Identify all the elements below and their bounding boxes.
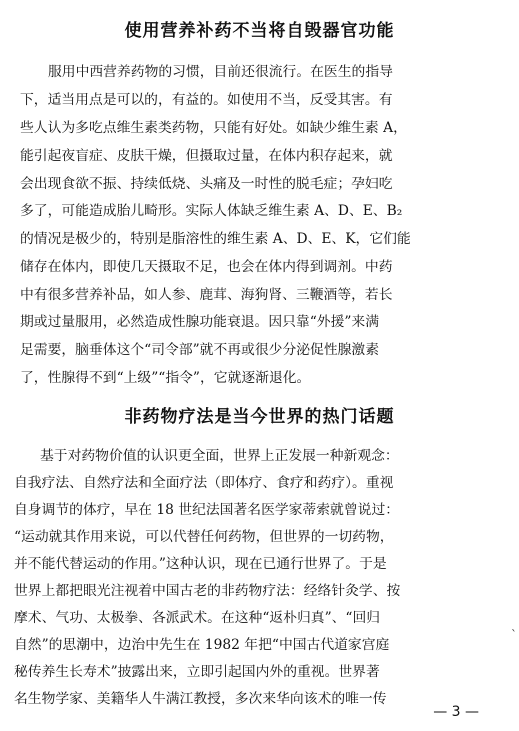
paragraph-line: 世界上都把眼光注视着中国古老的非药物疗法：经络针灸学、按 [14,583,401,599]
paragraph-line: 期或过量服用，必然造成性腺功能衰退。因只靠“外援”来满 [20,314,380,330]
paragraph-line: 并不能代替运动的作用。”这种认识，现在已通行世界了。于是 [14,556,387,572]
page-number: — 3 — [433,704,479,720]
paragraph-line: 储存在体内，即使几天摄取不足，也会在体内得到调剂。中药 [20,259,393,275]
paragraph-line: 多了，可能造成胎儿畸形。实际人体缺乏维生素 A、D、E、B₂ [20,203,403,219]
section-heading-non-drug-therapy: 非药物疗法是当今世界的热门话题 [124,407,395,427]
paragraph-line: 中有很多营养补品，如人参、鹿茸、海狗肾、三鞭酒等，若长 [20,287,393,303]
paragraph-line: 自然”的思潮中，边治中先生在 1982 年把“中国古代道家宫庭 [14,637,390,653]
paragraph-line: 会出现食欲不振、持续低烧、头痛及一时性的脱毛症；孕妇吃 [20,176,393,192]
paragraph-line: 能引起夜盲症、皮肤干燥，但摄取过量，在体内积存起来，就 [20,148,393,164]
paragraph-line: 基于对药物价值的认识更全面，世界上正发展一种新观念： [40,448,399,464]
paragraph-line: 下，适当用点是可以的，有益的。如使用不当，反受其害。有 [20,92,393,108]
section-heading-nutrition: 使用营养补药不当将自毁器官功能 [124,21,395,41]
margin-mark: ˋ [511,628,517,642]
paragraph-line: 名生物学家、美籍华人牛满江教授，多次来华向该术的唯一传 [14,691,387,707]
paragraph-line: “运动就其作用来说，可以代替任何药物，但世界的一切药物， [14,529,394,545]
paragraph-line: 些人认为多吃点维生素类药物，只能有好处。如缺少维生素 A， [20,120,407,136]
paragraph-line: 自我疗法、自然疗法和全面疗法（即体疗、食疗和药疗）。重视 [14,475,394,491]
paragraph-line: 足需要，脑垂体这个“司令部”就不再或很少分泌促性腺激素 [20,342,380,358]
paragraph-line: 自身调节的体疗，早在 18 世纪法国著名医学家蒂索就曾说过： [14,502,400,518]
paragraph-line: 摩术、气功、太极拳、各派武术。在这种“返朴归真”、“回归 [14,610,381,626]
paragraph-line: 服用中西营养药物的习惯，目前还很流行。在医生的指导 [48,64,393,80]
paragraph-line: 秘传养生长寿术”披露出来，立即引起国内外的重视。世界著 [14,664,380,680]
paragraph-line: 了，性腺得不到“上级”“指令”，它就逐渐退化。 [20,370,311,386]
paragraph-line: 的情况是极少的，特别是脂溶性的维生素 A、D、E、K，它们能 [20,231,411,247]
